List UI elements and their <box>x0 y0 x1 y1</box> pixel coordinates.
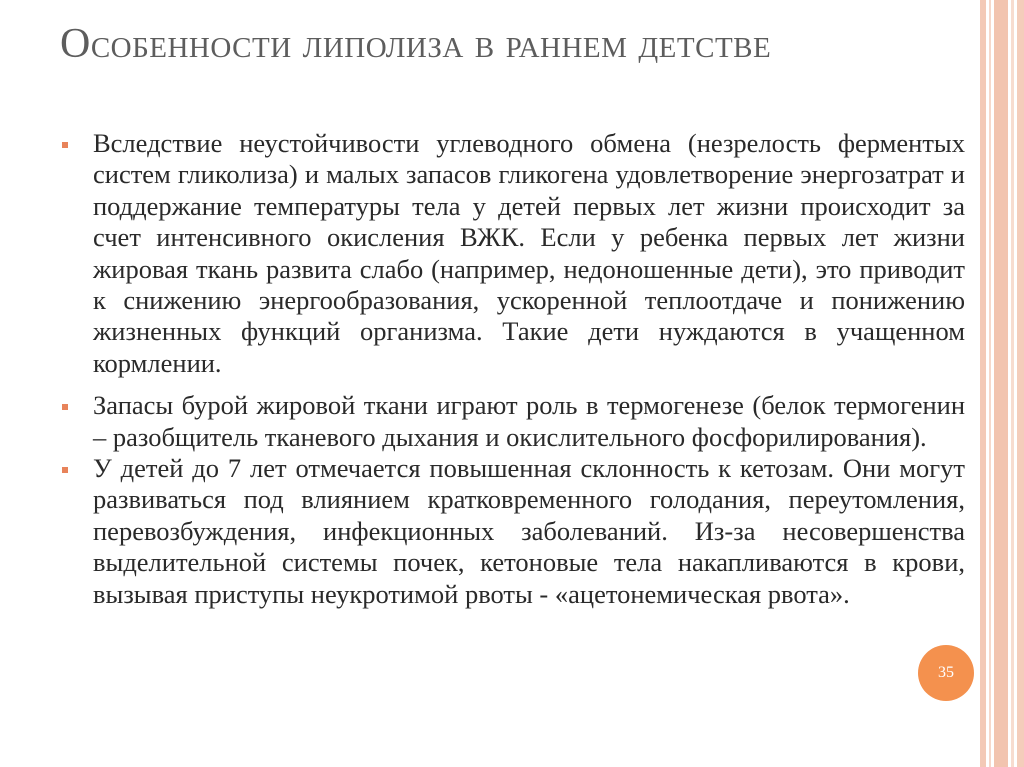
bullet-text: Запасы бурой жировой ткани играют роль в термогенезе (белок термогенин – разобщитель тканевого дыхания и окислительного фосфорилирования). <box>93 390 965 452</box>
square-bullet-icon <box>62 142 68 148</box>
bullet-item <box>60 453 965 610</box>
square-bullet-icon <box>62 404 68 410</box>
bullet-text: Вследствие неустойчивости углеводного обмена (незрелость ферментых систем гликолиза) и малых запасов гликогена удовлетворение энергозатрат и поддержание температуры тела у детей первых лет жизни происходит за счет интенсивного окисления ВЖК. Если у ребенка первых лет жизни жировая ткань развита слабо (например, недоношенные дети), это приводит к снижению энергообразования, ускоренной теплоотдаче и понижению жизненных функций организма. Такие дети нуждаются в учащенном кормлении. <box>93 128 965 378</box>
page-number: 35 <box>938 664 954 681</box>
decorative-stripe <box>980 0 986 767</box>
bullet-item <box>60 390 965 453</box>
decorative-stripe <box>989 0 991 767</box>
decorative-stripe <box>994 0 1008 767</box>
bullet-item <box>60 128 965 379</box>
bullet-list <box>60 128 965 610</box>
bullet-text: У детей до 7 лет отмечается повышенная склонность к кетозам. Они могут развиваться под влиянием кратковременного голодания, переутомления, перевозбуждения, инфекционных заболеваний. Из-за несовершенства выделительной системы почек, кетоновые тела накапливаются в крови, вызывая приступы неукротимой рвоты - «ацетонемическая рвота». <box>93 453 965 609</box>
decorative-stripe <box>1011 0 1014 767</box>
decorative-stripe <box>1017 0 1024 767</box>
page-number-badge <box>918 645 974 701</box>
slide-title: Особенности липолиза в раннем детстве <box>60 21 772 67</box>
square-bullet-icon <box>62 467 68 473</box>
